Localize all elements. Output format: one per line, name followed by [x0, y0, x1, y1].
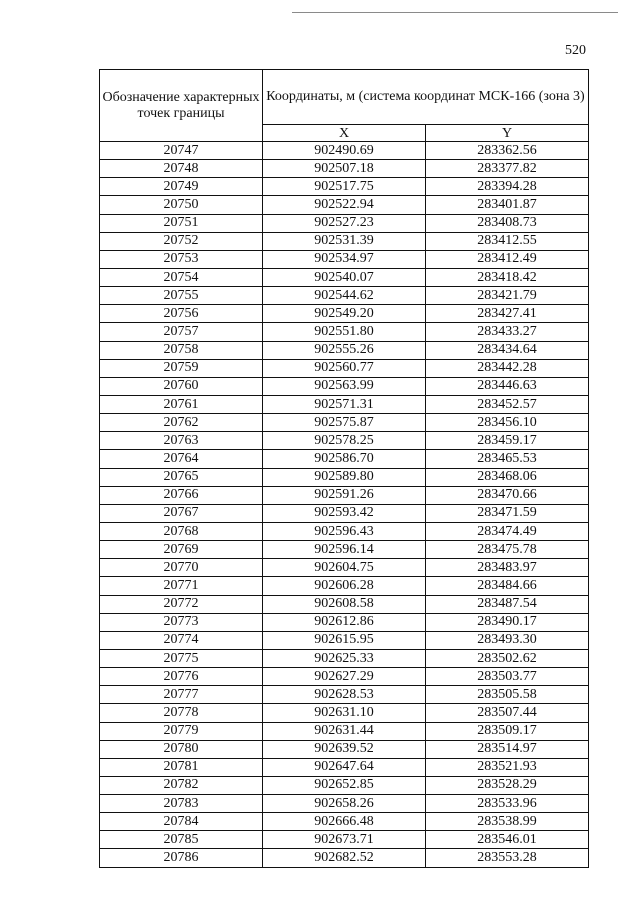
point-id-cell: 20770 [100, 559, 263, 577]
table-row [100, 849, 589, 867]
table-row [100, 142, 589, 160]
x-coordinate-cell: 902647.64 [263, 758, 426, 776]
table-row [100, 649, 589, 667]
y-coordinate-cell: 283471.59 [426, 504, 589, 522]
y-coordinate-cell: 283427.41 [426, 305, 589, 323]
y-coordinate-cell: 283401.87 [426, 196, 589, 214]
x-coordinate-cell: 902531.39 [263, 232, 426, 250]
table-row [100, 196, 589, 214]
x-coordinate-cell: 902606.28 [263, 577, 426, 595]
point-id-cell: 20779 [100, 722, 263, 740]
x-coordinate-cell: 902589.80 [263, 468, 426, 486]
point-id-cell: 20763 [100, 432, 263, 450]
y-coordinate-cell: 283533.96 [426, 795, 589, 813]
table-row [100, 305, 589, 323]
y-coordinate-cell: 283459.17 [426, 432, 589, 450]
y-coordinate-cell: 283546.01 [426, 831, 589, 849]
x-coordinate-cell: 902490.69 [263, 142, 426, 160]
y-coordinate-cell: 283470.66 [426, 486, 589, 504]
table-row [100, 287, 589, 305]
table-row [100, 831, 589, 849]
point-id-cell: 20751 [100, 214, 263, 232]
x-coordinate-cell: 902549.20 [263, 305, 426, 323]
top-rule [292, 12, 618, 13]
y-coordinate-cell: 283553.28 [426, 849, 589, 867]
x-coordinate-cell: 902604.75 [263, 559, 426, 577]
table-row [100, 722, 589, 740]
header-row [100, 70, 589, 125]
y-coordinate-cell: 283505.58 [426, 686, 589, 704]
y-coordinate-cell: 283514.97 [426, 740, 589, 758]
table-row [100, 559, 589, 577]
point-id-cell: 20747 [100, 142, 263, 160]
x-coordinate-cell: 902631.10 [263, 704, 426, 722]
x-coordinate-cell: 902517.75 [263, 178, 426, 196]
y-coordinate-cell: 283442.28 [426, 359, 589, 377]
x-coordinate-cell: 902625.33 [263, 649, 426, 667]
point-id-cell: 20785 [100, 831, 263, 849]
y-coordinate-cell: 283487.54 [426, 595, 589, 613]
table-row [100, 541, 589, 559]
x-coordinate-cell: 902507.18 [263, 160, 426, 178]
y-coordinate-cell: 283456.10 [426, 414, 589, 432]
y-coordinate-cell: 283418.42 [426, 268, 589, 286]
x-coordinate-cell: 902658.26 [263, 795, 426, 813]
table-row [100, 813, 589, 831]
table-row [100, 468, 589, 486]
y-coordinate-cell: 283412.49 [426, 250, 589, 268]
y-coordinate-cell: 283502.62 [426, 649, 589, 667]
point-id-cell: 20777 [100, 686, 263, 704]
point-id-cell: 20756 [100, 305, 263, 323]
point-id-cell: 20768 [100, 522, 263, 540]
x-coordinate-cell: 902639.52 [263, 740, 426, 758]
point-id-cell: 20753 [100, 250, 263, 268]
table-row [100, 595, 589, 613]
y-coordinate-cell: 283538.99 [426, 813, 589, 831]
x-coordinate-cell: 902563.99 [263, 377, 426, 395]
x-coordinate-cell: 902540.07 [263, 268, 426, 286]
x-coordinate-cell: 902551.80 [263, 323, 426, 341]
x-coordinate-cell: 902608.58 [263, 595, 426, 613]
point-id-cell: 20783 [100, 795, 263, 813]
table-row [100, 395, 589, 413]
table-header [100, 70, 589, 142]
table-row [100, 740, 589, 758]
point-id-cell: 20765 [100, 468, 263, 486]
point-id-cell: 20776 [100, 668, 263, 686]
table-row [100, 268, 589, 286]
point-id-cell: 20786 [100, 849, 263, 867]
y-coordinate-cell: 283434.64 [426, 341, 589, 359]
y-coordinate-cell: 283446.63 [426, 377, 589, 395]
table-row [100, 686, 589, 704]
point-id-cell: 20782 [100, 776, 263, 794]
x-coordinate-cell: 902522.94 [263, 196, 426, 214]
point-id-cell: 20771 [100, 577, 263, 595]
x-coordinate-cell: 902527.23 [263, 214, 426, 232]
table-body [100, 142, 589, 868]
x-coordinate-cell: 902560.77 [263, 359, 426, 377]
table-row [100, 323, 589, 341]
x-coordinate-cell: 902628.53 [263, 686, 426, 704]
point-designation-header: Обозначение характерных точек границы [100, 70, 263, 142]
point-id-cell: 20750 [100, 196, 263, 214]
y-coordinate-cell: 283377.82 [426, 160, 589, 178]
point-id-cell: 20784 [100, 813, 263, 831]
table-row [100, 250, 589, 268]
table-row [100, 631, 589, 649]
y-column-header: Y [426, 125, 589, 142]
x-coordinate-cell: 902586.70 [263, 450, 426, 468]
point-id-cell: 20774 [100, 631, 263, 649]
point-id-cell: 20778 [100, 704, 263, 722]
y-coordinate-cell: 283468.06 [426, 468, 589, 486]
table-row [100, 776, 589, 794]
x-coordinate-cell: 902544.62 [263, 287, 426, 305]
page-number: 520 [565, 43, 586, 58]
point-id-cell: 20758 [100, 341, 263, 359]
table-row [100, 486, 589, 504]
point-id-cell: 20772 [100, 595, 263, 613]
y-coordinate-cell: 283528.29 [426, 776, 589, 794]
table-row [100, 795, 589, 813]
point-id-cell: 20773 [100, 613, 263, 631]
point-id-cell: 20766 [100, 486, 263, 504]
table-row [100, 359, 589, 377]
point-id-cell: 20757 [100, 323, 263, 341]
x-coordinate-cell: 902612.86 [263, 613, 426, 631]
y-coordinate-cell: 283503.77 [426, 668, 589, 686]
y-coordinate-cell: 283452.57 [426, 395, 589, 413]
table-row [100, 377, 589, 395]
x-coordinate-cell: 902596.14 [263, 541, 426, 559]
point-id-cell: 20780 [100, 740, 263, 758]
y-coordinate-cell: 283408.73 [426, 214, 589, 232]
table-row [100, 577, 589, 595]
y-coordinate-cell: 283483.97 [426, 559, 589, 577]
point-id-cell: 20767 [100, 504, 263, 522]
point-id-cell: 20748 [100, 160, 263, 178]
x-coordinate-cell: 902534.97 [263, 250, 426, 268]
x-column-header: X [263, 125, 426, 142]
y-coordinate-cell: 283507.44 [426, 704, 589, 722]
y-coordinate-cell: 283490.17 [426, 613, 589, 631]
y-coordinate-cell: 283521.93 [426, 758, 589, 776]
table-row [100, 613, 589, 631]
y-coordinate-cell: 283474.49 [426, 522, 589, 540]
y-coordinate-cell: 283433.27 [426, 323, 589, 341]
point-id-cell: 20761 [100, 395, 263, 413]
table-row [100, 758, 589, 776]
table-row [100, 450, 589, 468]
x-coordinate-cell: 902631.44 [263, 722, 426, 740]
table-row [100, 522, 589, 540]
x-coordinate-cell: 902575.87 [263, 414, 426, 432]
x-coordinate-cell: 902596.43 [263, 522, 426, 540]
y-coordinate-cell: 283362.56 [426, 142, 589, 160]
x-coordinate-cell: 902652.85 [263, 776, 426, 794]
point-id-cell: 20762 [100, 414, 263, 432]
point-id-cell: 20754 [100, 268, 263, 286]
point-id-cell: 20749 [100, 178, 263, 196]
y-coordinate-cell: 283484.66 [426, 577, 589, 595]
y-coordinate-cell: 283475.78 [426, 541, 589, 559]
table-row [100, 414, 589, 432]
table-row [100, 232, 589, 250]
table-row [100, 178, 589, 196]
y-coordinate-cell: 283421.79 [426, 287, 589, 305]
point-id-cell: 20775 [100, 649, 263, 667]
x-coordinate-cell: 902627.29 [263, 668, 426, 686]
coordinates-table [99, 69, 589, 868]
point-id-cell: 20759 [100, 359, 263, 377]
x-coordinate-cell: 902593.42 [263, 504, 426, 522]
x-coordinate-cell: 902591.26 [263, 486, 426, 504]
point-id-cell: 20764 [100, 450, 263, 468]
x-coordinate-cell: 902615.95 [263, 631, 426, 649]
y-coordinate-cell: 283394.28 [426, 178, 589, 196]
table-row [100, 668, 589, 686]
x-coordinate-cell: 902571.31 [263, 395, 426, 413]
y-coordinate-cell: 283412.55 [426, 232, 589, 250]
x-coordinate-cell: 902682.52 [263, 849, 426, 867]
table-row [100, 504, 589, 522]
point-id-cell: 20781 [100, 758, 263, 776]
table-row [100, 432, 589, 450]
point-id-cell: 20752 [100, 232, 263, 250]
y-coordinate-cell: 283509.17 [426, 722, 589, 740]
table-row [100, 160, 589, 178]
coordinates-header: Координаты, м (система координат МСК-166 (зона 3) [263, 70, 589, 125]
table-row [100, 704, 589, 722]
table-row [100, 214, 589, 232]
y-coordinate-cell: 283465.53 [426, 450, 589, 468]
point-id-cell: 20755 [100, 287, 263, 305]
point-id-cell: 20769 [100, 541, 263, 559]
x-coordinate-cell: 902578.25 [263, 432, 426, 450]
x-coordinate-cell: 902673.71 [263, 831, 426, 849]
x-coordinate-cell: 902666.48 [263, 813, 426, 831]
y-coordinate-cell: 283493.30 [426, 631, 589, 649]
x-coordinate-cell: 902555.26 [263, 341, 426, 359]
table-row [100, 341, 589, 359]
point-id-cell: 20760 [100, 377, 263, 395]
